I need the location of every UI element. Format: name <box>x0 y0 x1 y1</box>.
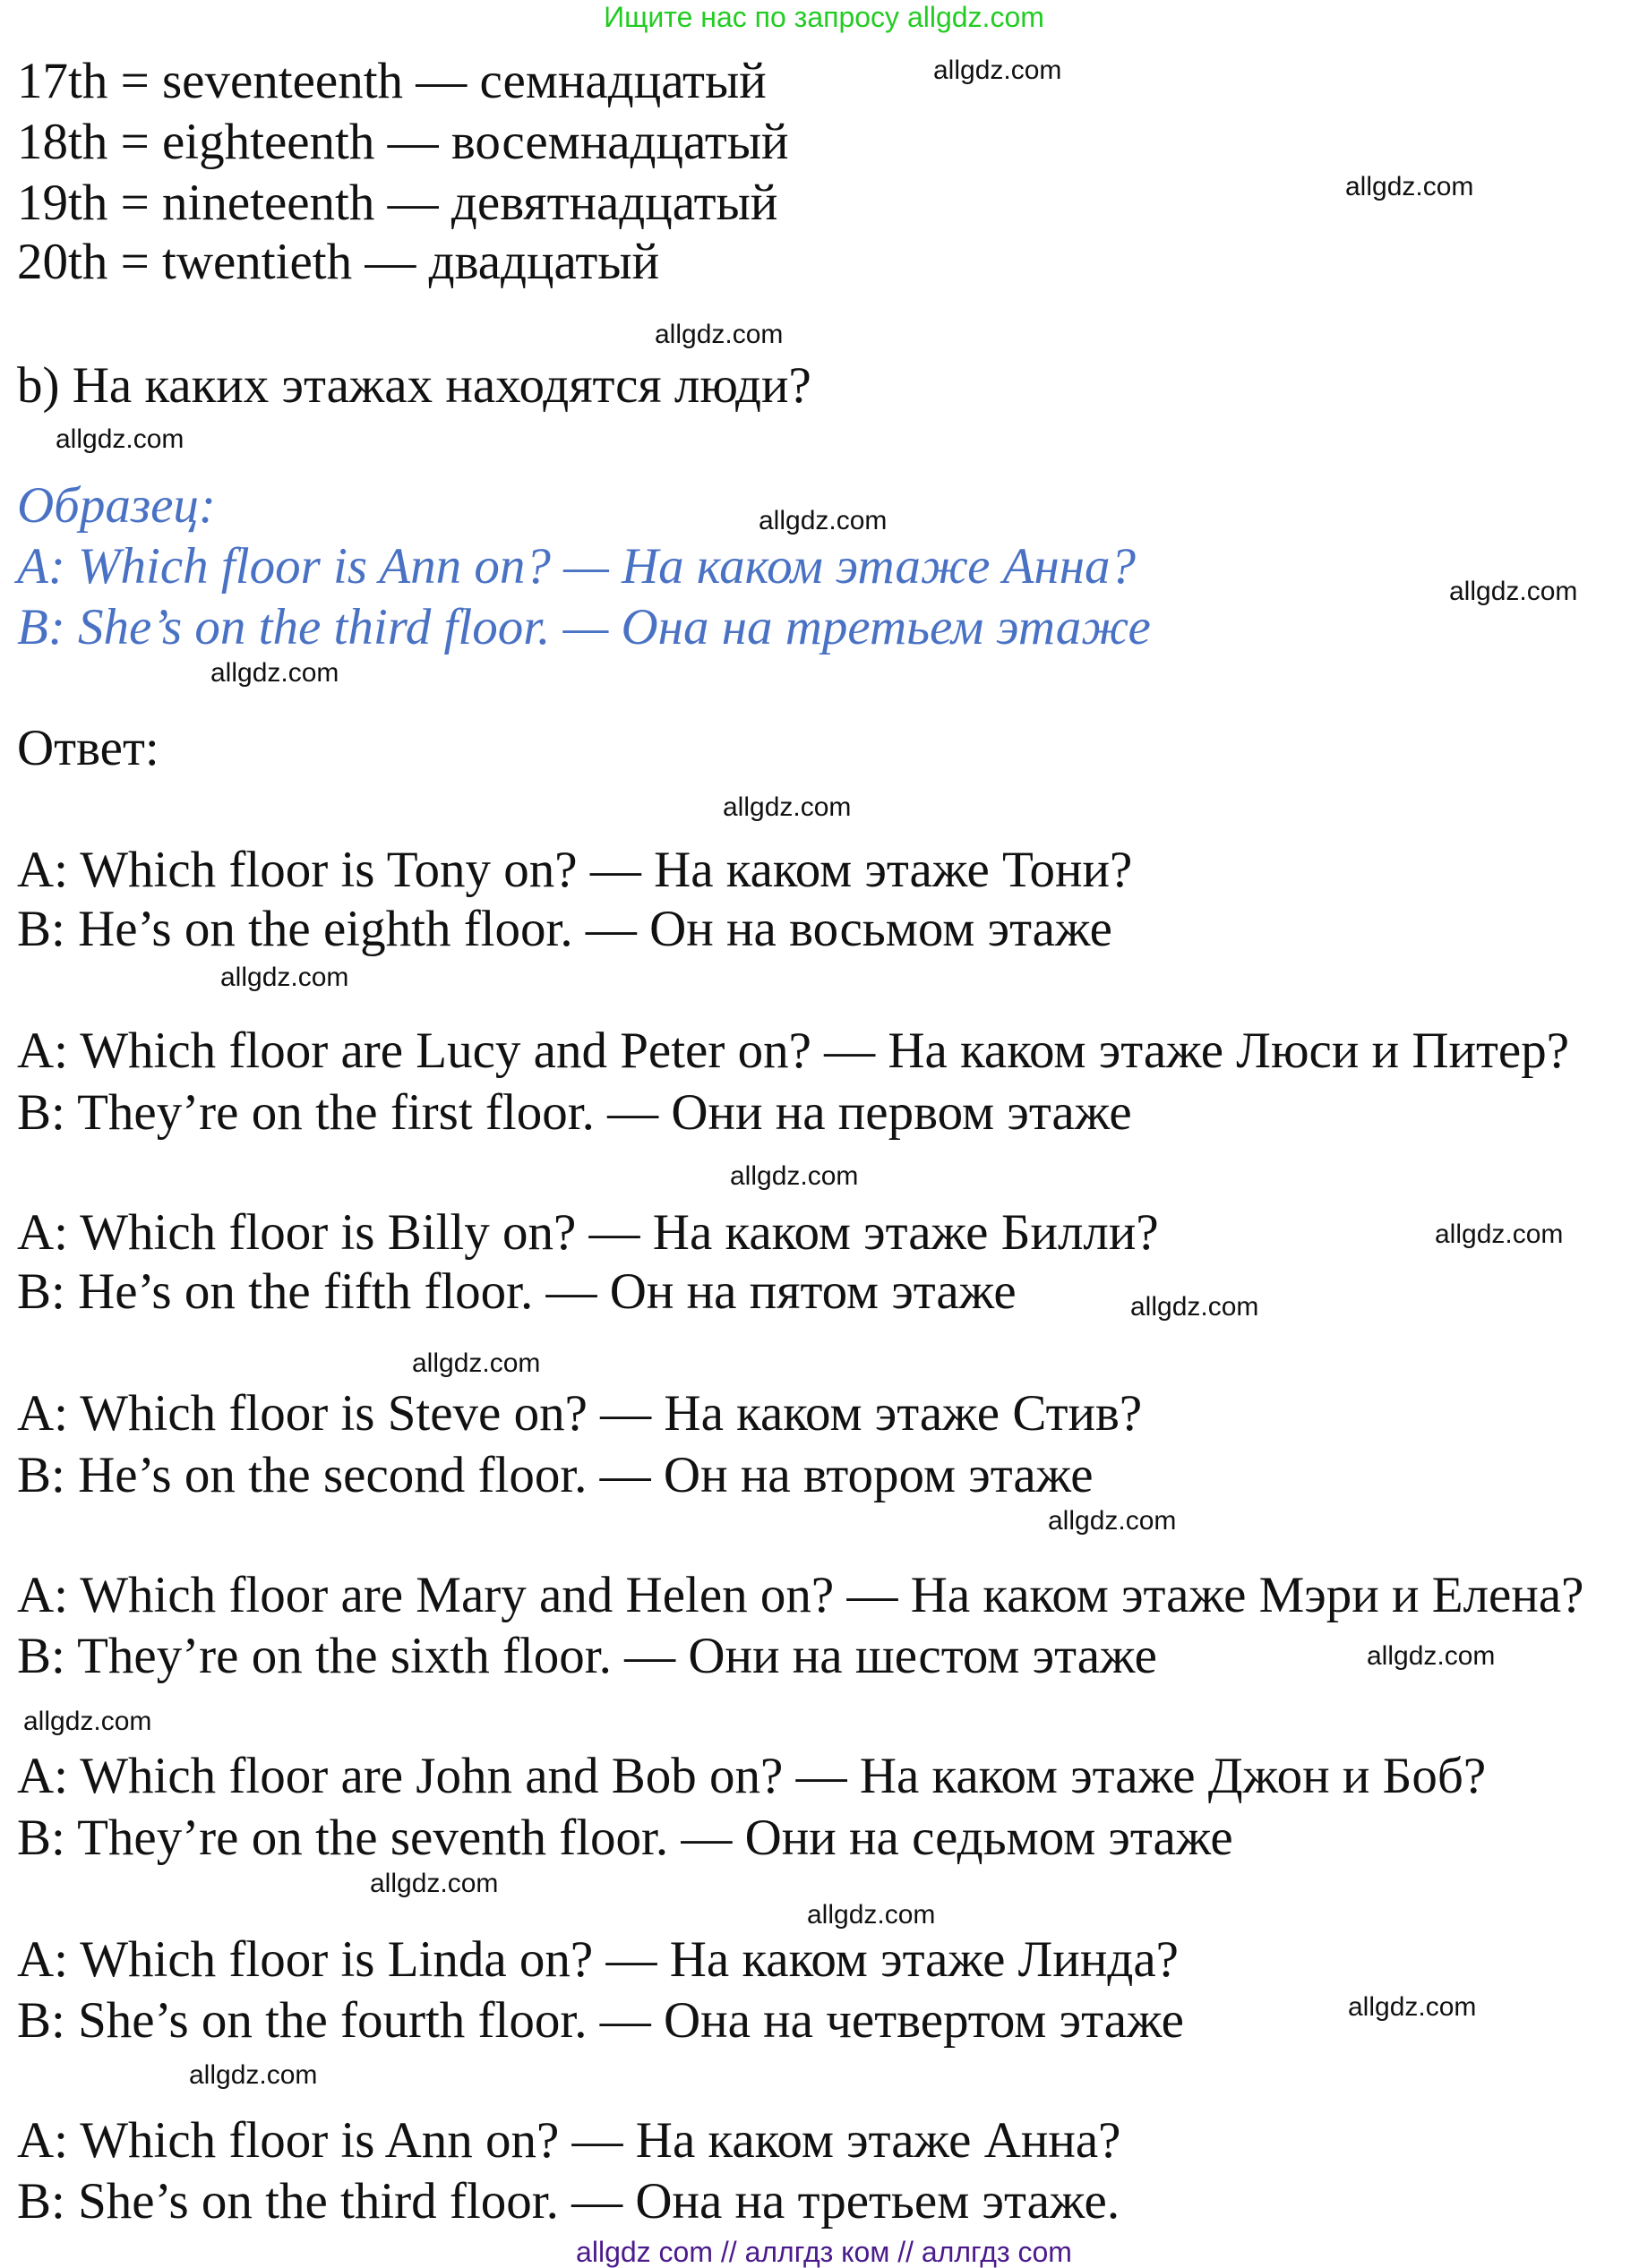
dialogue-line-b: B: He’s on the second floor. — Он на втором этаже <box>17 1447 1094 1503</box>
dialogue-line-a: A: Which floor is Steve on? — На каком этаже Стив? <box>17 1385 1143 1442</box>
watermark: allgdz.com <box>655 320 784 349</box>
example-line-a: A: Which floor is Ann on? — На каком этаже Анна? <box>17 538 1137 595</box>
dialogue-line-b: B: They’re on the first floor. — Они на первом этаже <box>17 1084 1132 1141</box>
ordinal-line: 20th = twentieth — двадцатый <box>17 234 660 290</box>
dialogue-line-b: B: She’s on the third floor. — Она на третьем этаже. <box>17 2173 1120 2229</box>
watermark: allgdz.com <box>807 1900 936 1930</box>
watermark: allgdz.com <box>23 1707 152 1736</box>
ordinal-line: 17th = seventeenth — семнадцатый <box>17 53 767 109</box>
dialogue-line-a: A: Which floor are Lucy and Peter on? — На каком этаже Люси и Питер? <box>17 1023 1570 1079</box>
task-heading: b) На каких этажах находятся люди? <box>17 357 811 414</box>
watermark: allgdz.com <box>1449 577 1578 606</box>
watermark: allgdz.com <box>370 1869 499 1898</box>
dialogue-line-b: B: They’re on the sixth floor. — Они на шестом этаже <box>17 1628 1157 1684</box>
example-line-b: B: She’s on the third floor. — Она на третьем этаже <box>17 599 1151 655</box>
dialogue-line-b: B: They’re on the seventh floor. — Они на седьмом этаже <box>17 1810 1233 1866</box>
dialogue-line-a: A: Which floor is Linda on? — На каком этаже Линда? <box>17 1931 1179 1988</box>
example-label: Образец: <box>17 477 216 534</box>
watermark: allgdz.com <box>210 658 339 688</box>
ordinal-line: 18th = eighteenth — восемнадцатый <box>17 114 789 170</box>
watermark: allgdz.com <box>189 2060 318 2090</box>
watermark: allgdz.com <box>1345 172 1474 201</box>
dialogue-line-b: B: He’s on the eighth floor. — Он на восьмом этаже <box>17 901 1112 957</box>
dialogue-line-a: A: Which floor is Tony on? — На каком этаже Тони? <box>17 842 1133 898</box>
header-banner: Ищите нас по запросу allgdz.com <box>604 1 1044 33</box>
watermark: allgdz.com <box>1048 1506 1177 1536</box>
watermark: allgdz.com <box>1348 1992 1477 2022</box>
dialogue-line-a: A: Which floor is Ann on? — На каком этаже Анна? <box>17 2112 1121 2169</box>
dialogue-line-b: B: He’s on the fifth floor. — Он на пятом этаже <box>17 1263 1017 1320</box>
dialogue-line-b: B: She’s on the fourth floor. — Она на четвертом этаже <box>17 1992 1184 2049</box>
watermark: allgdz.com <box>412 1348 541 1378</box>
ordinal-line: 19th = nineteenth — девятнадцатый <box>17 175 778 231</box>
watermark: allgdz.com <box>1367 1641 1496 1671</box>
watermark: allgdz.com <box>730 1161 859 1191</box>
dialogue-line-a: A: Which floor are John and Bob on? — На каком этаже Джон и Боб? <box>17 1748 1487 1804</box>
watermark: allgdz.com <box>1130 1292 1259 1322</box>
watermark: allgdz.com <box>723 792 852 822</box>
watermark: allgdz.com <box>220 963 349 992</box>
watermark: allgdz.com <box>1435 1220 1564 1249</box>
answer-label: Ответ: <box>17 720 159 776</box>
dialogue-line-a: A: Which floor are Mary and Helen on? — На каком этаже Мэри и Елена? <box>17 1567 1584 1623</box>
watermark: allgdz.com <box>56 424 184 454</box>
watermark: allgdz.com <box>933 56 1062 85</box>
watermark: allgdz.com <box>759 506 888 535</box>
dialogue-line-a: A: Which floor is Billy on? — На каком этаже Билли? <box>17 1204 1159 1261</box>
footer-banner: allgdz com // аллгдз ком // аллгдз com <box>576 2236 1072 2268</box>
